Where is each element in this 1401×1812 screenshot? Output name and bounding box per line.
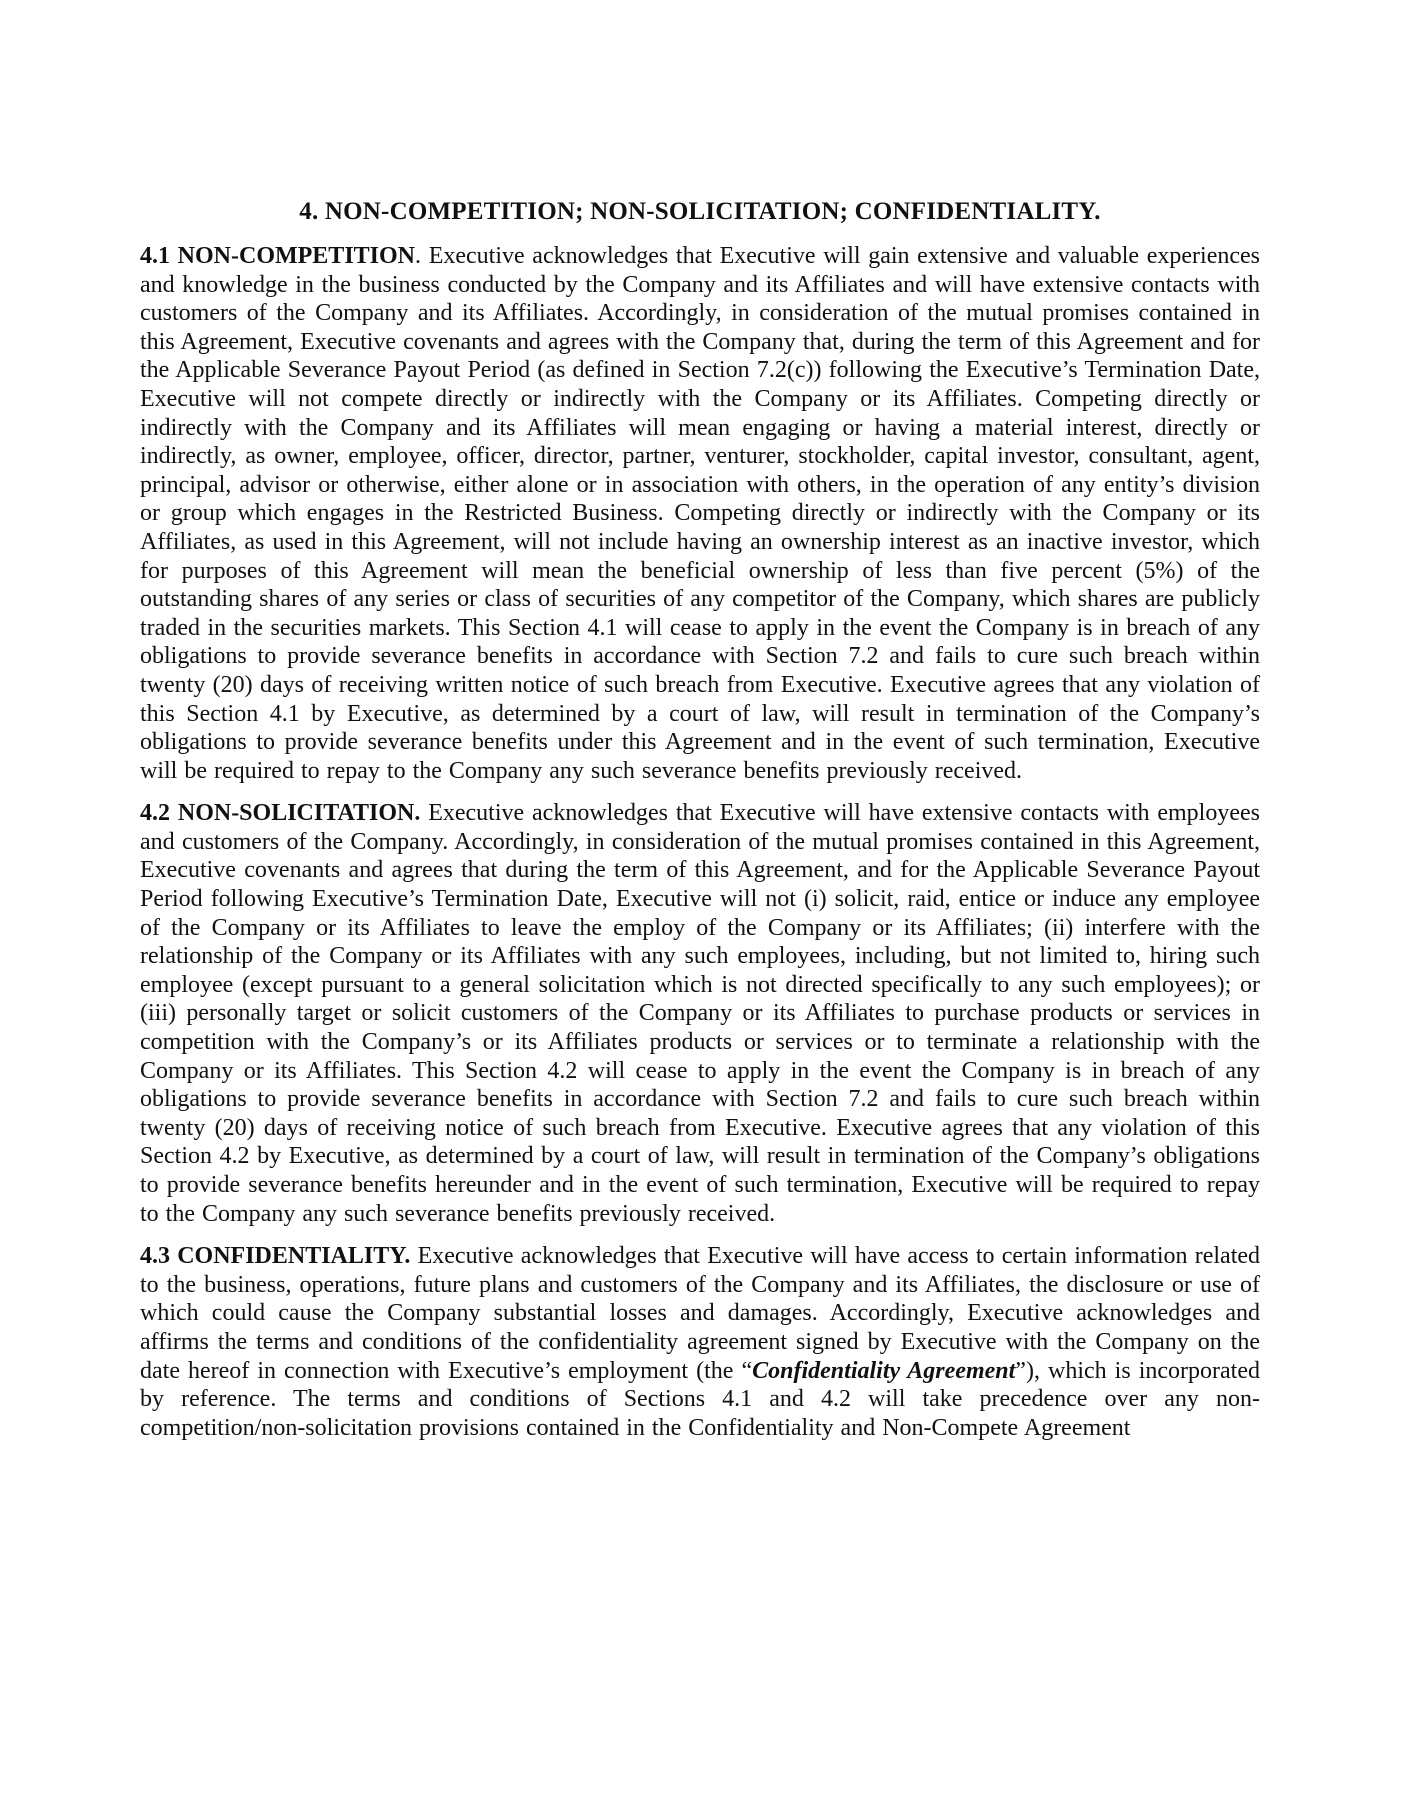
section-4-3-heading: 4.3 CONFIDENTIALITY. bbox=[140, 1243, 411, 1270]
section-4-1-heading: 4.1 NON-COMPETITION bbox=[140, 243, 416, 269]
section-4-1-body: Executive acknowledges that Executive will gain extensive and valuable experiences and knowledge in the business conducted by the Company and its Affiliates and will have extensive contacts with customers of the Company and its Affiliates. Accordingly, in consideration of the mutual promises contained in this Agreement, Executive covenants and agrees with the Company that, during the term of this Agreement and for the Applicable Severance Payout Period (as defined in Section 7.2(c)) following the Executive’s Termination Date, Executive will not compete directly or indirectly with the Company or its Affiliates. Competing directly or indirectly with the Company and its Affiliates will mean engaging or having a material interest, directly or indirectly, as owner, employee, officer, director, partner, venturer, stockholder, capital investor, consultant, agent, principal, advisor or otherwise, either alone or in association with others, in the operation of any entity’s division or group which engages in the Restricted Business. Competing directly or indirectly with the Company or its Affiliates, as used in this Agreement, will not include having an ownership interest as an inactive investor, which for purposes of this Agreement will mean the beneficial ownership of less than five percent (5%) of the outstanding shares of any series or class of securities of any competitor of the Company, which shares are publicly traded in the securities markets. This Section 4.1 will cease to apply in the event the Company is in breach of any obligations to provide severance benefits in accordance with Section 7.2 and fails to cure such breach within twenty (20) days of receiving written notice of such breach from Executive. Executive agrees that any violation of this Section 4.1 by Executive, as determined by a court of law, will result in termination of the Company’s obligations to provide severance benefits under this Agreement and in the event of such termination, Executive will be required to repay to the Company any such severance benefits previously received. bbox=[140, 243, 1261, 784]
section-4-3-body-after: ”), which is incorporated by reference. The terms and conditions of Sections 4.1 and 4.2 will take precedence over any non-competition/non-solicitation provisions contained in the Confidentiality and Non-Compete Agreement bbox=[140, 1357, 1261, 1441]
section-4-1-separator: . bbox=[415, 243, 429, 269]
document-title: 4. NON-COMPETITION; NON-SOLICITATION; CONFIDENTIALITY. bbox=[299, 198, 1101, 225]
section-4-1 bbox=[140, 242, 1260, 785]
section-4-3-separator bbox=[410, 1243, 417, 1269]
section-4-2-body: Executive acknowledges that Executive will have extensive contacts with employees and customers of the Company. Accordingly, in consideration of the mutual promises contained in this Agreement, Executive covenants and agrees that during the term of this Agreement, and for the Applicable Severance Payout Period following Executive’s Termination Date, Executive will not (i) solicit, raid, entice or induce any employee of the Company or its Affiliates to leave the employ of the Company or its Affiliates; (ii) interfere with the relationship of the Company or its Affiliates with any such employees, including, but not limited to, hiring such employee (except pursuant to a general solicitation which is not directed specifically to any such employees); or (iii) personally target or solicit customers of the Company or its Affiliates to purchase products or services in competition with the Company’s or its Affiliates products or services or to terminate a relationship with the Company or its Affiliates. This Section 4.2 will cease to apply in the event the Company is in breach of any obligations to provide severance benefits in accordance with Section 7.2 and fails to cure such breach within twenty (20) days of receiving notice of such breach from Executive. Executive agrees that any violation of this Section 4.2 by Executive, as determined by a court of law, will result in termination of the Company’s obligations to provide severance benefits hereunder and in the event of such termination, Executive will be required to repay to the Company any such severance benefits previously received. bbox=[140, 800, 1260, 1227]
section-4-3 bbox=[140, 1242, 1260, 1442]
section-4-2 bbox=[140, 799, 1260, 1228]
defined-term-confidentiality-agreement: Confidentiality Agreement bbox=[752, 1357, 1016, 1384]
section-4-3-body-before: Executive acknowledges that Executive will have access to certain information related to the business, operations, future plans and customers of the Company and its Affiliates, the disclosure or use of which could cause the Company substantial losses and damages. Accordingly, Executive acknowledges and affirms the terms and conditions of the confidentiality agreement signed by Executive with the Company on the date hereof in connection with Executive’s employment (the “ bbox=[140, 1243, 1261, 1384]
section-4-2-heading: 4.2 NON-SOLICITATION. bbox=[140, 800, 421, 827]
